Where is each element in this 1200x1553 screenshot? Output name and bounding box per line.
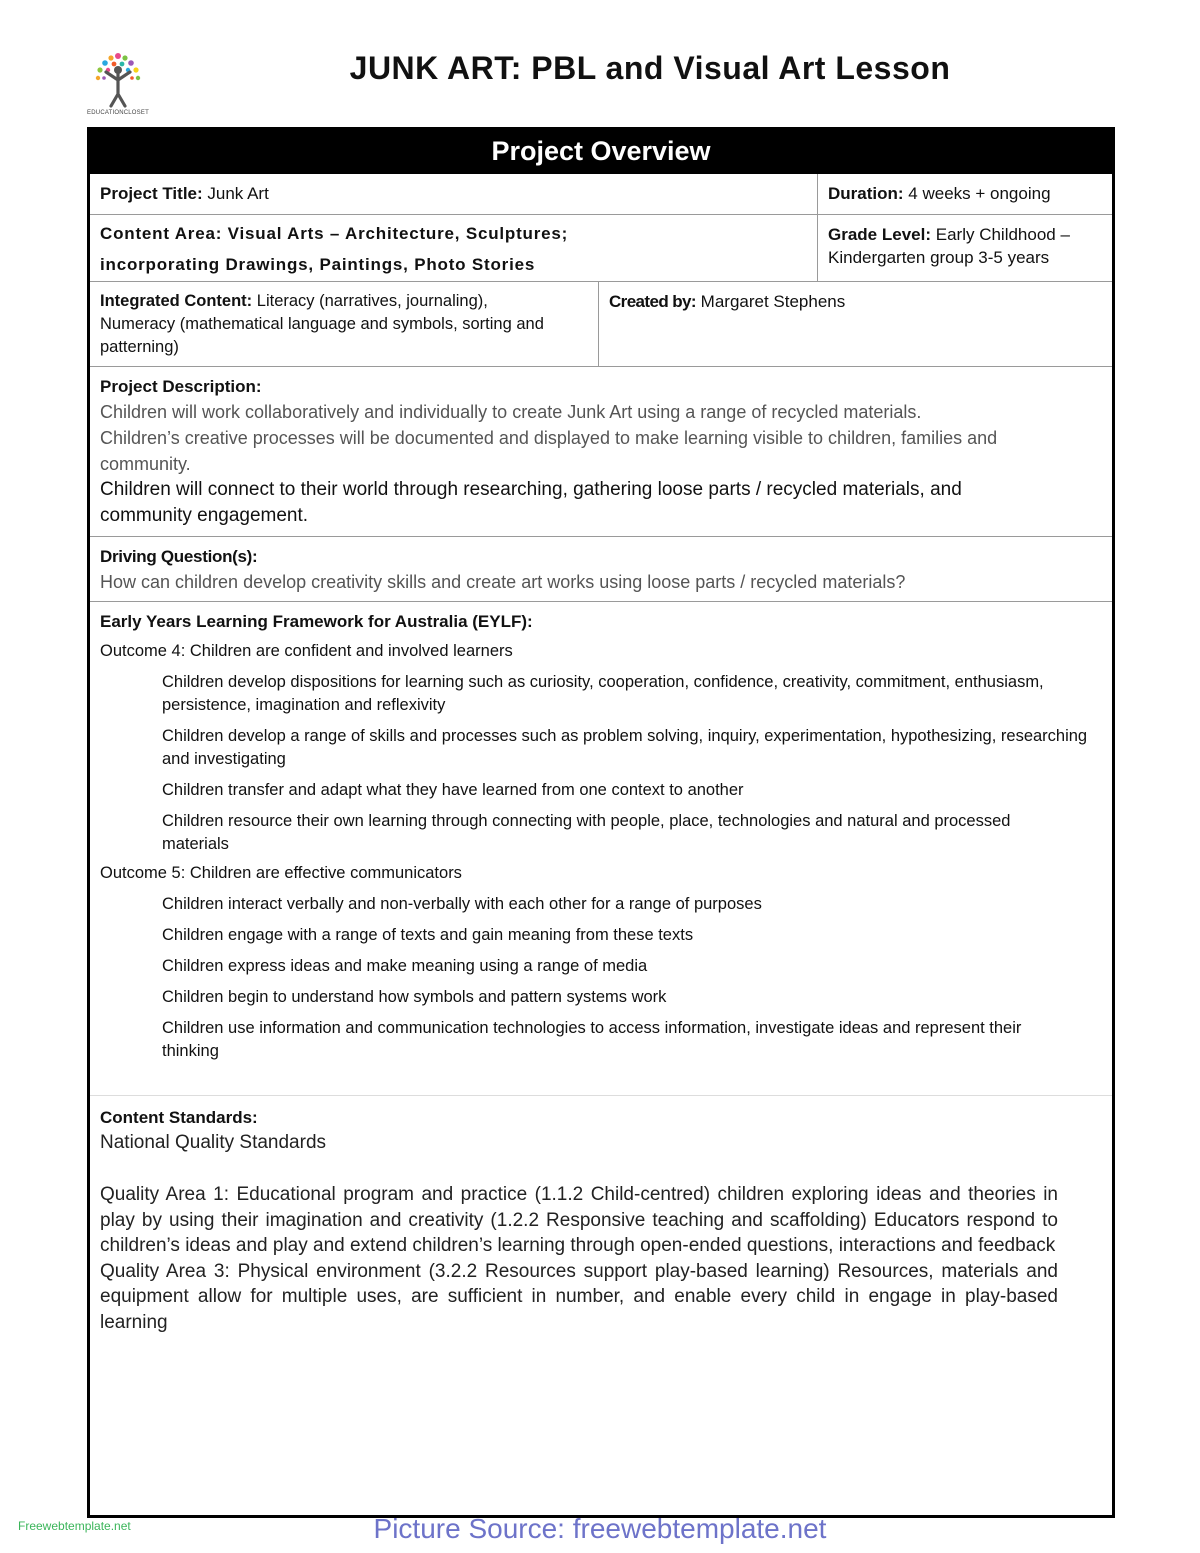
duration-value: 4 weeks + ongoing [908,184,1051,203]
integrated-content-label: Integrated Content: [100,292,253,310]
integrated-content-line-2: Numeracy (mathematical language and symbols, sorting and [100,315,544,333]
project-description-section [90,367,1112,537]
project-title-value: Junk Art [207,184,269,203]
outcome-4-item-line: materials [162,835,229,853]
quality-area-3-text: Quality Area 3: Physical environment (3.2.2 Resources support play-based learning) Resources, materials and equipment allow for multiple uses, are sufficient in number, and enable every child in engage in play-based learning [100,1260,1058,1333]
page-title: JUNK ART: PBL and Visual Art Lesson [349,50,951,86]
project-title-label: Project Title: [100,184,203,203]
outcome-4-item [100,810,1102,856]
outcome-5-item [100,1017,1102,1063]
driving-question-text: How can children develop creativity skills and create art works using loose parts / recycled materials? [100,572,906,592]
project-title-cell [90,174,818,214]
grade-level-value-2: Kindergarten group 3-5 years [828,248,1050,267]
created-by-value: Margaret Stephens [700,292,846,311]
outcome-5-item [100,986,1102,1009]
overview-header: Project Overview [90,130,1112,174]
duration-label: Duration: [828,184,904,203]
outcome-5-item-line: thinking [162,1042,219,1060]
outcome-4-item [100,779,1102,802]
content-area-line-1: Content Area: Visual Arts – Architecture, Sculptures; [100,224,569,243]
outcome-4-heading: Outcome 4: Children are confident and involved learners [100,642,513,660]
corner-watermark: Freewebtemplate.net [18,1519,131,1533]
outcome-5-item-line: Children begin to understand how symbols and pattern systems work [162,988,667,1006]
duration-cell [818,174,1112,214]
outcome-4-item [100,671,1102,717]
outcome-5-heading: Outcome 5: Children are effective communicators [100,864,462,882]
outcome-4-item-line: and investigating [162,750,286,768]
title-duration-row [90,174,1112,215]
outcome-5-item [100,893,1102,916]
picture-source: Picture Source: freewebtemplate.net [373,1513,827,1544]
integrated-created-row [90,282,1112,367]
project-description-title: Project Description: [100,377,262,396]
national-quality-standards-heading: National Quality Standards [100,1132,327,1153]
description-line-4: Children will connect to their world through researching, gathering loose parts / recycled materials, and [100,479,962,500]
eylf-section [90,602,1112,1096]
integrated-content-line-3: patterning) [100,338,179,356]
outcome-5-item [100,924,1102,947]
driving-question-title: Driving Question(s): [100,547,258,566]
outcome-4-item-line: Children develop a range of skills and processes such as problem solving, inquiry, experimentation, hypothesizing, researching [162,727,1088,745]
logo-text: EDUCATIONCLOSET [87,110,149,116]
integrated-content-cell [90,282,599,366]
content-standards-title: Content Standards: [100,1108,258,1127]
grade-level-label: Grade Level: [828,225,931,244]
driving-question-section [90,537,1112,602]
outcome-5-item-line: Children express ideas and make meaning using a range of media [162,957,648,975]
eylf-title: Early Years Learning Framework for Australia (EYLF): [100,612,533,631]
outcome-4-item-line: Children resource their own learning through connecting with people, place, technologies and natural and processed [162,812,1011,830]
created-by-label: Created by: [609,292,696,311]
outcome-4-item [100,725,1102,771]
outcome-4-item-line: Children develop dispositions for learning such as curiosity, cooperation, confidence, creativity, commitment, enthusiasm, [162,673,1044,691]
integrated-content-line-1: Literacy (narratives, journaling), [256,292,488,310]
quality-area-1-text: Quality Area 1: Educational program and practice (1.1.2 Child-centred) children exploring ideas and theories in play by using their imagination and creativity (1.2.2 Responsive teaching and scaffolding) Educators respond to children’s ideas and play and extend children’s learning through open-ended questions, interactions and feedback [100,1184,1058,1256]
project-overview-document [87,127,1115,1518]
outcome-5-list [100,893,1102,1063]
outcome-4-list [100,671,1102,856]
content-standards-section [90,1096,1112,1343]
description-line-2: Children’s creative processes will be documented and displayed to make learning visible to children, families and [100,428,998,448]
content-grade-row [90,215,1112,282]
outcome-4-item-line: persistence, imagination and reflexivity [162,696,446,714]
outcome-5-item-line: Children use information and communication technologies to access information, investigate ideas and represent their [162,1019,1022,1037]
outcome-5-item-line: Children engage with a range of texts and gain meaning from these texts [162,926,694,944]
outcome-5-item-line: Children interact verbally and non-verbally with each other for a range of purposes [162,895,762,913]
grade-level-cell [818,215,1112,281]
grade-level-value-1: Early Childhood – [935,225,1070,244]
outcome-4-item-line: Children transfer and adapt what they have learned from one context to another [162,781,744,799]
content-area-line-2: incorporating Drawings, Paintings, Photo Stories [100,255,536,274]
content-area-cell [90,215,818,281]
description-line-3: community. [100,454,191,474]
description-line-1: Children will work collaboratively and individually to create Junk Art using a range of recycled materials. [100,402,922,422]
description-line-5: community engagement. [100,505,309,526]
outcome-5-item [100,955,1102,978]
created-by-cell [599,282,1112,366]
